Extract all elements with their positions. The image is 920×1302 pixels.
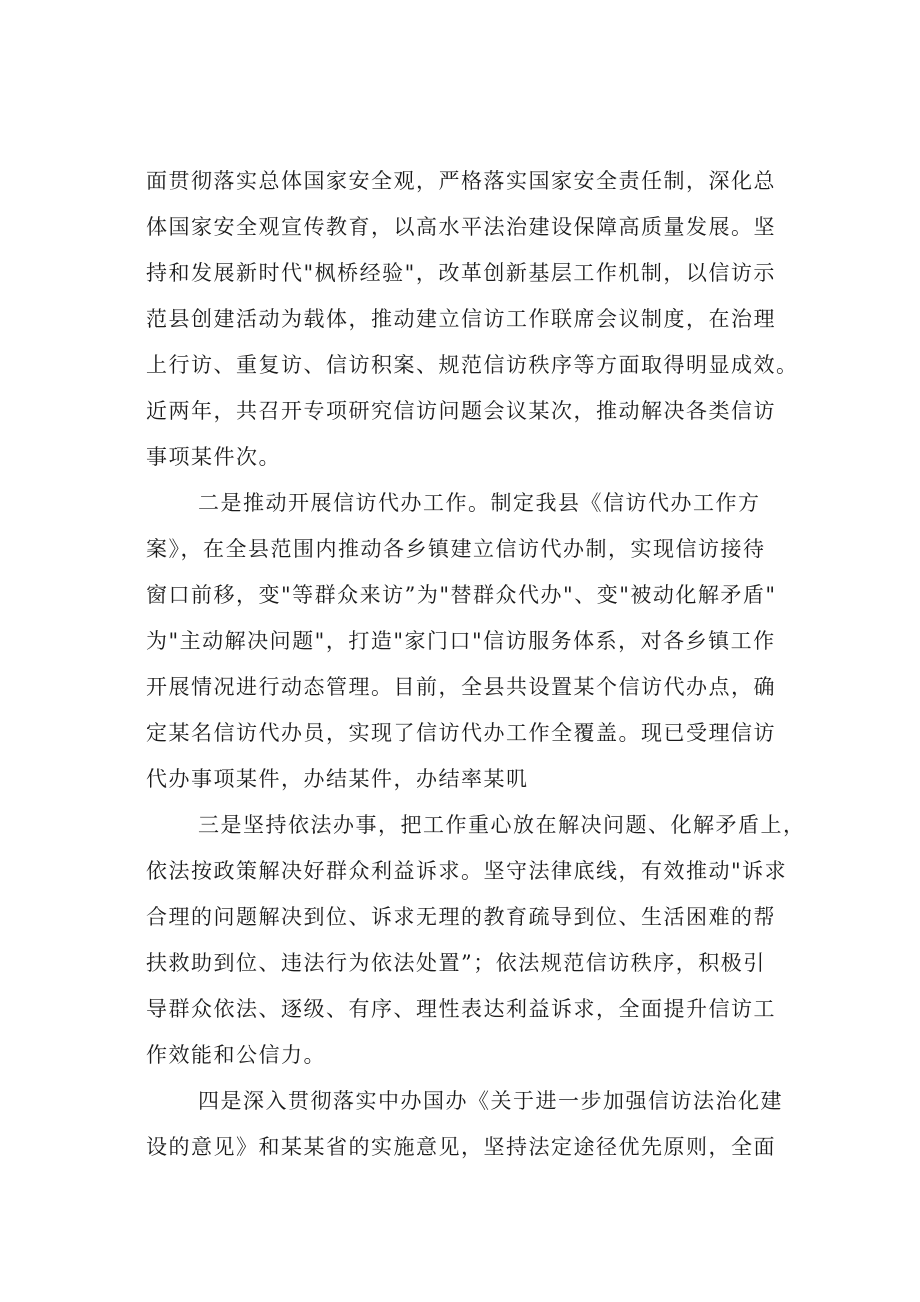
- text-line: 范县创建活动为载体，推动建立信访工作联席会议制度，在治理: [146, 307, 776, 331]
- text-line: 导群众依法、逐级、有序、理性表达利益诉求，全面提升信访工: [146, 997, 776, 1021]
- text-line: 面贯彻落实总体国家安全观，严格落实国家安全责任制，深化总: [146, 169, 776, 193]
- text-line: 代办事项某件，办结某件，办结率某叽: [146, 767, 529, 791]
- text-line: 持和发展新时代"枫桥经验"，改革创新基层工作机制，以信访示: [146, 261, 776, 285]
- text-line: 近两年，共召开专项研究信访问题会议某次，推动解决各类信访: [146, 399, 776, 423]
- text-line: 体国家安全观宣传教育，以高水平法治建设保障高质量发展。坚: [146, 215, 776, 239]
- text-line: 依法按政策解决好群众利益诉求。坚守法律底线，有效推动"诉求: [146, 859, 788, 883]
- text-line: 扶救助到位、违法行为依法处置”；依法规范信访秩序，积极引: [146, 951, 766, 975]
- text-line: 开展情况进行动态管理。目前，全县共设置某个信访代办点，确: [146, 675, 776, 699]
- text-line: 为"主动解决问题"，打造"家门口"信访服务体系，对各乡镇工作: [146, 629, 776, 653]
- paragraph-first-line: 三是坚持依法办事，把工作重心放在解决问题、化解矛盾上，: [198, 813, 806, 837]
- text-line: 上行访、重复访、信访积案、规范信访秩序等方面取得明显成效。: [146, 353, 799, 377]
- document-body: [146, 158, 806, 1170]
- text-line: 事项某件次。: [146, 445, 281, 469]
- text-line: 窗口前移，变"等群众来访”为"替群众代办"、变"被动化解矛盾": [146, 583, 777, 607]
- paragraph-first-line: 四是深入贯彻落实中办国办《关于进一步加强信访法治化建: [198, 1089, 783, 1113]
- text-line: 设的意见》和某某省的实施意见，坚持法定途径优先原则，全面: [146, 1135, 776, 1159]
- text-line: 合理的问题解决到位、诉求无理的教育疏导到位、生活困难的帮: [146, 905, 776, 929]
- paragraph-first-line: 二是推动开展信访代办工作。制定我县《信访代办工作方: [198, 491, 761, 515]
- text-line: 作效能和公信力。: [146, 1043, 326, 1067]
- text-line: 定某名信访代办员，实现了信访代办工作全覆盖。现已受理信访: [146, 721, 776, 745]
- text-line: 案》，在全县范围内推动各乡镇建立信访代办制，实现信访接待: [146, 537, 766, 561]
